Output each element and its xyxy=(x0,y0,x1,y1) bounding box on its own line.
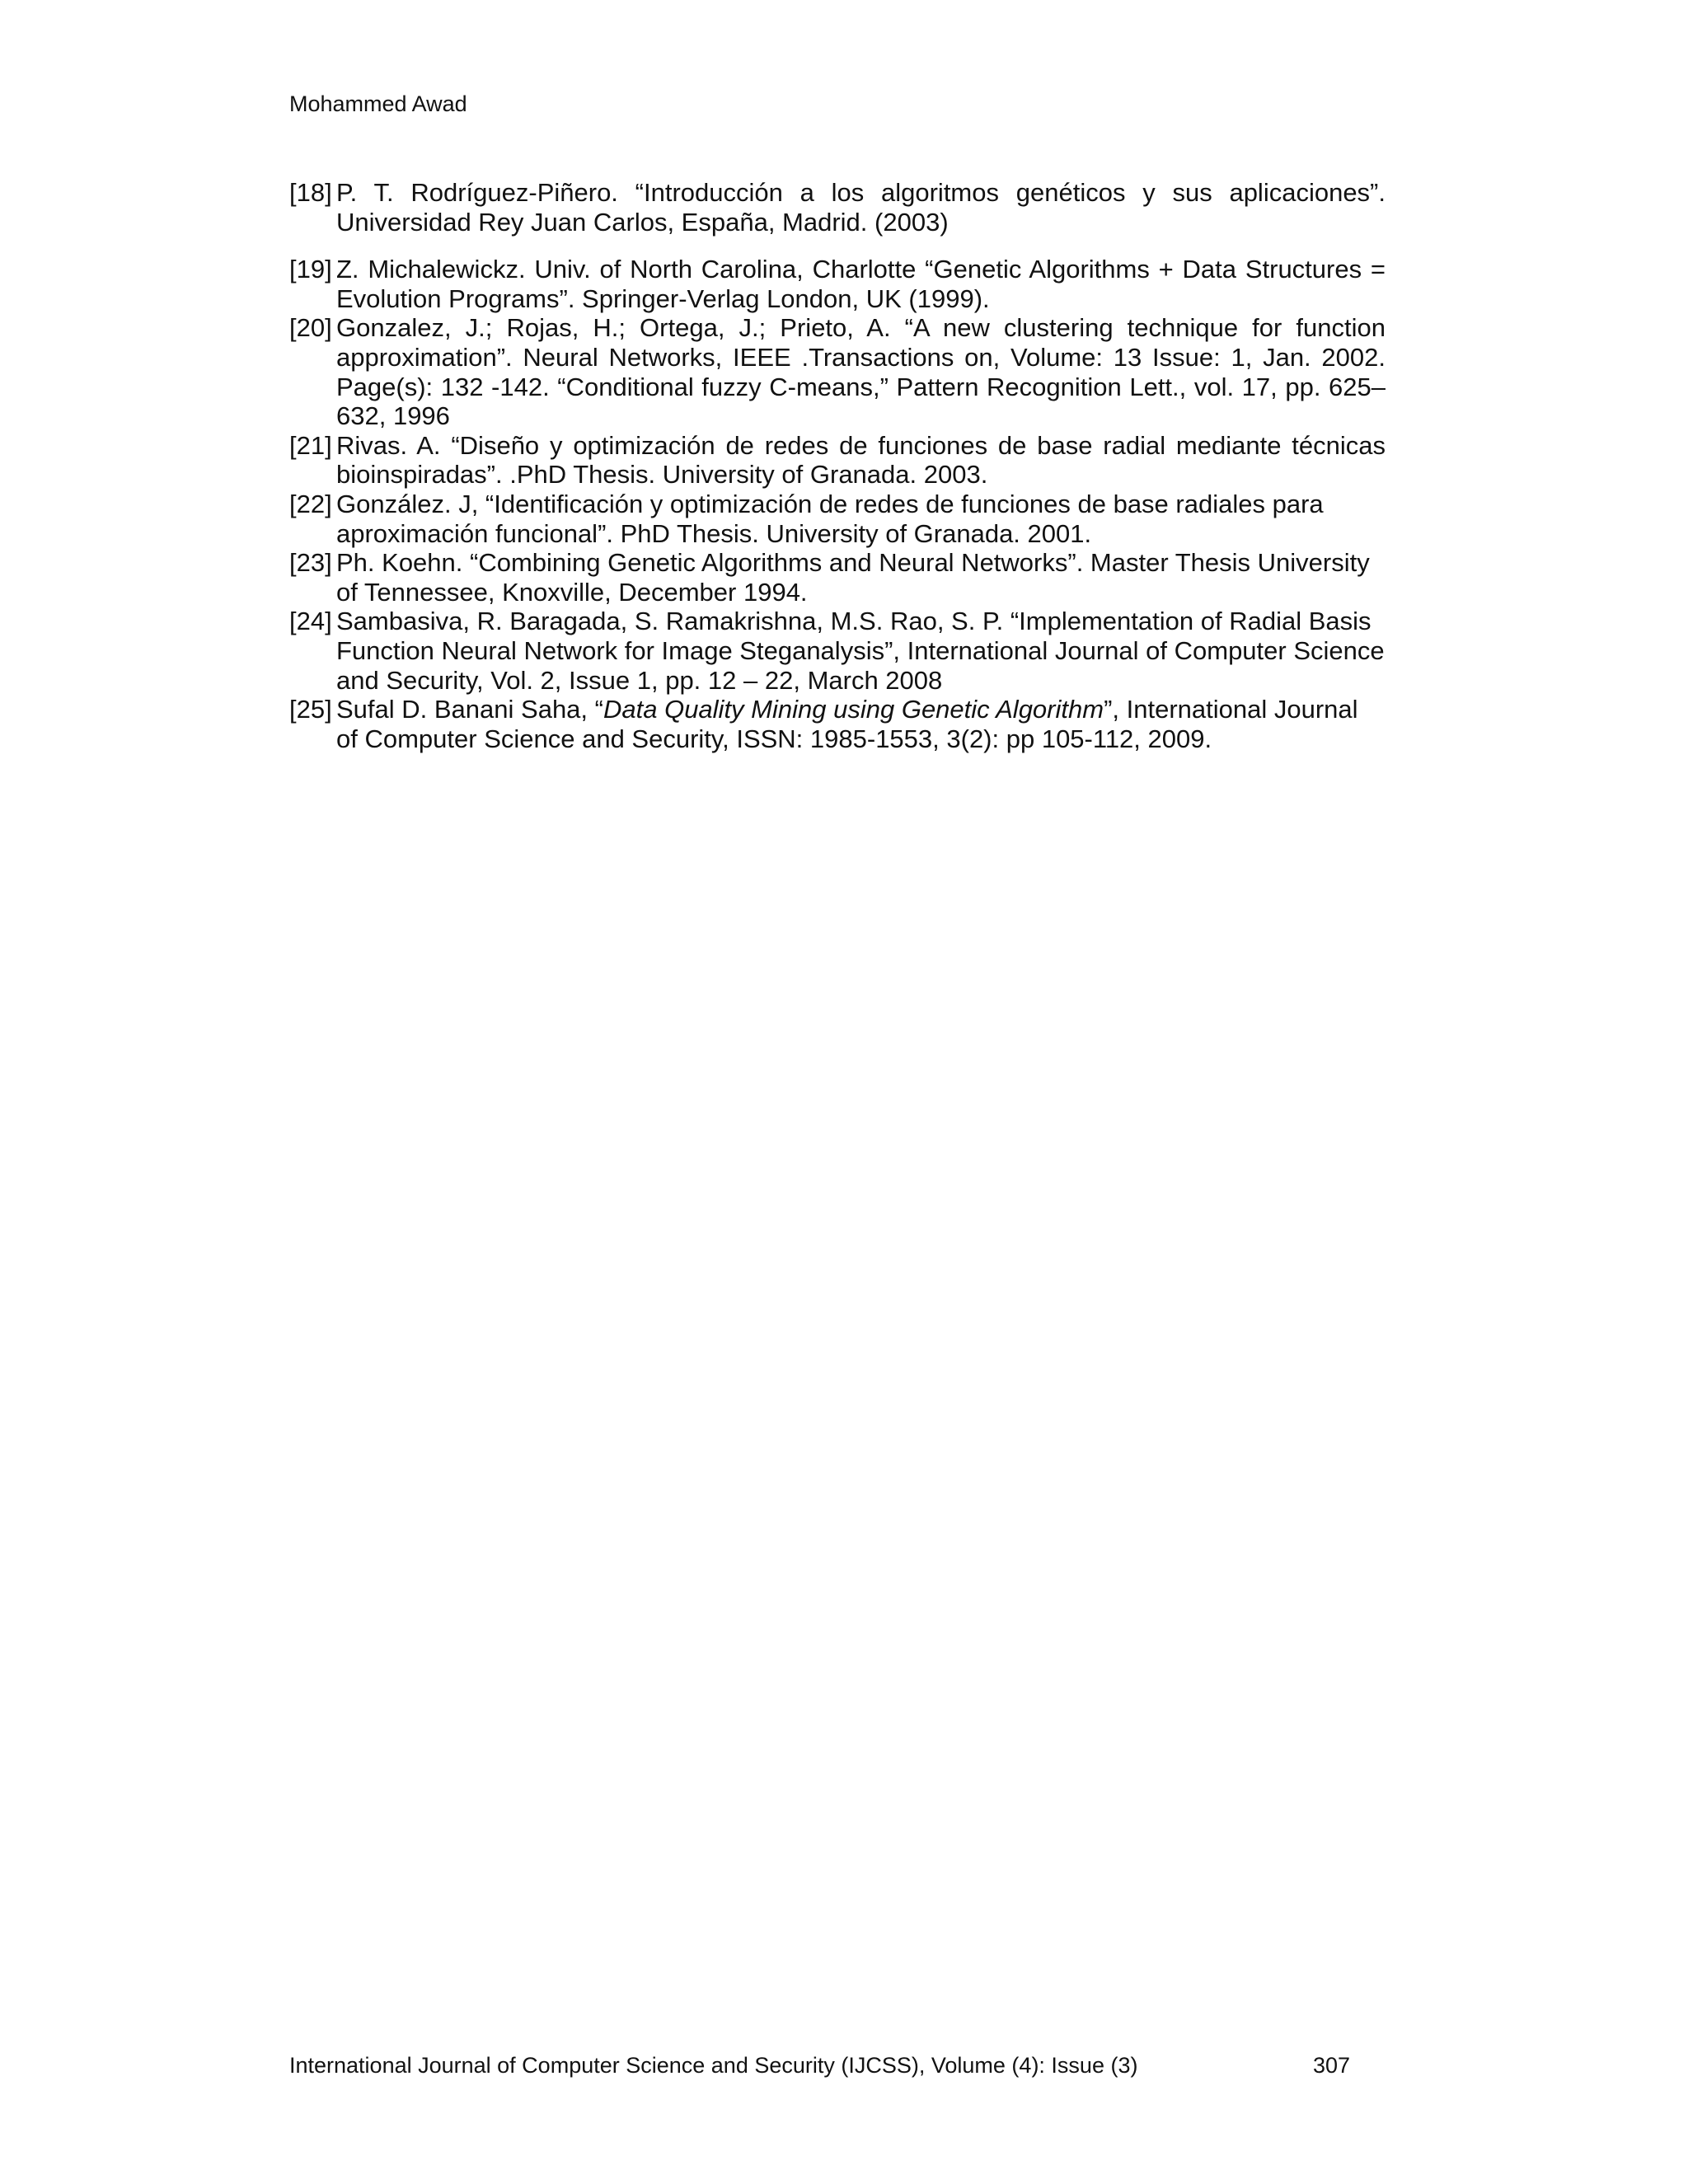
reference-number: [20] xyxy=(289,313,332,343)
reference-text: Gonzalez, J.; Rojas, H.; Ortega, J.; Prieto, A. “A new clustering technique for function approximation”. Neural Networks, IEEE .Transactions on, Volume: 13 Issue: 1, Jan. 2002. Page(s): 132 -142. “Conditional fuzzy C-means,” Pattern Recognition Lett., vol. 17, pp. 625–632, 1996 xyxy=(336,313,1386,431)
reference-item xyxy=(289,490,1386,548)
reference-text xyxy=(336,695,1386,753)
reference-item xyxy=(289,548,1386,607)
reference-text: Ph. Koehn. “Combining Genetic Algorithms and Neural Networks”. Master Thesis University of Tennessee, Knoxville, December 1994. xyxy=(336,548,1370,607)
reference-text: Z. Michalewickz. Univ. of North Carolina, Charlotte “Genetic Algorithms + Data Structures = Evolution Programs”. Springer-Verlag London, UK (1999). xyxy=(336,255,1386,313)
reference-number: [21] xyxy=(289,430,332,460)
reference-text: Rivas. A. “Diseño y optimización de redes de funciones de base radial mediante técnicas bioinspiradas”. .PhD Thesis. University of Granada. 2003. xyxy=(336,430,1386,490)
reference-item xyxy=(289,313,1386,430)
reference-title-italic: Data Quality Mining using Genetic Algorithm xyxy=(603,695,1104,724)
running-header-author: Mohammed Awad xyxy=(289,91,467,116)
reference-item xyxy=(289,431,1386,490)
reference-text-tail: ”, International Journal of Computer Science and Security, ISSN: 1985-1553, 3(2): pp 105-112, 2009. xyxy=(336,695,1358,753)
reference-number: [19] xyxy=(289,255,332,284)
reference-item xyxy=(289,255,1386,313)
reference-number: [24] xyxy=(289,607,332,636)
reference-text: P. T. Rodríguez-Piñero. “Introducción a los algoritmos genéticos y sus aplicaciones”. Universidad Rey Juan Carlos, España, Madrid. (2003) xyxy=(336,178,1386,237)
reference-item xyxy=(289,178,1386,237)
reference-text-lead: Sufal D. Banani Saha, “ xyxy=(336,695,603,724)
reference-number: [18] xyxy=(289,178,332,207)
reference-text: González. J, “Identificación y optimización de redes de funciones de base radiales para aproximación funcional”. PhD Thesis. University of Granada. 2001. xyxy=(336,489,1324,548)
reference-list xyxy=(289,178,1386,753)
footer-journal-title: International Journal of Computer Science and Security (IJCSS), Volume (4): Issue (3) xyxy=(289,2053,1138,2078)
reference-number: [25] xyxy=(289,695,332,724)
reference-number: [23] xyxy=(289,548,332,578)
reference-text: Sambasiva, R. Baragada, S. Ramakrishna, M.S. Rao, S. P. “Implementation of Radial Basis Function Neural Network for Image Steganalysis”, International Journal of Computer Science and Security, Vol. 2, Issue 1, pp. 12 – 22, March 2008 xyxy=(336,607,1385,695)
reference-item xyxy=(289,695,1386,753)
reference-number: [22] xyxy=(289,489,332,518)
reference-item xyxy=(289,607,1386,695)
page-number: 307 xyxy=(1313,2053,1351,2078)
